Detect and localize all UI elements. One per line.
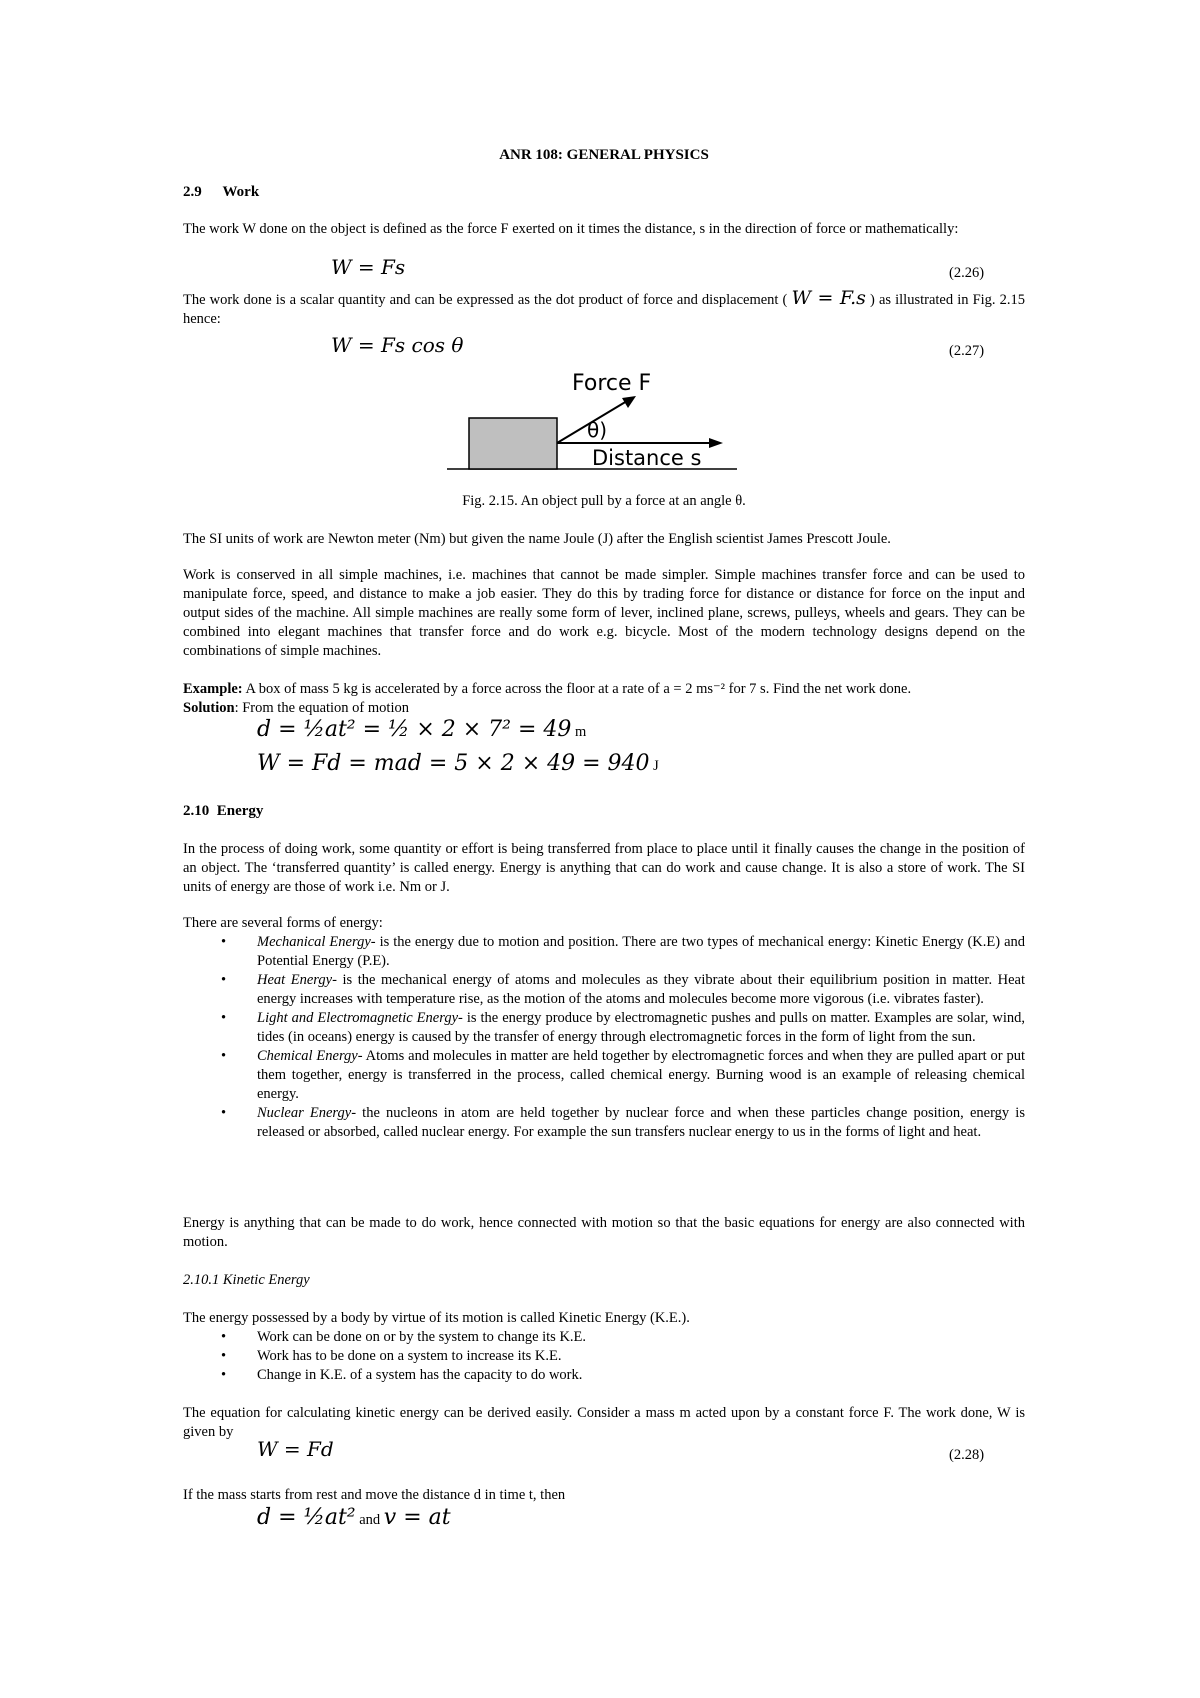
section-title: Work [222,184,260,200]
forms-intro: There are several forms of energy: [183,915,383,931]
box-block [469,418,557,469]
list-item: • Work can be done on or by the system to change its K.E. [221,1329,587,1345]
section-number: 2.9 [183,184,202,200]
rest-paragraph: If the mass starts from rest and move the distance d in time t, then [183,1487,566,1503]
dot-product-equation: W = F.s [791,287,866,309]
section-number: 2.10 [183,803,210,819]
energy-motion-paragraph: Energy is anything that can be made to do work, hence connected with motion so that the basic equations for energy are also connected with motion. [183,1215,1025,1250]
scalar-paragraph [183,289,1025,329]
list-item: • Chemical Energy- Atoms and molecules in matter are held together by electromagnetic forces and when they are pulled apart or put them together, energy is transferred in the process, called chemical energy. Burning wood is an example of releasing chemical energy. [221,1048,1025,1102]
energy-forms-list [183,933,1025,1142]
force-diagram [447,365,767,477]
list-item: • Change in K.E. of a system has the capacity to do work. [221,1367,583,1383]
equation-2-26: W = Fs [331,255,406,279]
figure-2-15 [447,365,767,477]
solution-text: : From the equation of motion [234,700,409,716]
section-heading-energy [183,802,263,821]
distance-time-equation: d = ½at² [257,1505,356,1530]
solution-label: Solution [183,700,235,716]
solution-equation-1 [257,717,587,742]
document-title: ANR 108: GENERAL PHYSICS [499,147,709,163]
figure-caption: Fig. 2.15. An object pull by a force at an angle θ. [462,493,746,509]
section-title: Energy [216,803,264,819]
distance-arrowhead [709,438,723,448]
angle-label: θ) [587,418,608,442]
velocity-equation: v = at [383,1505,451,1530]
solution-line [183,699,409,718]
scalar-text-b: ) as illustrated in Fig. 2.15 hence: [183,292,1026,327]
energy-intro: In the process of doing work, some quantity or effort is being transferred from place to place until it finally causes the change in the position of an object. The ‘transferred quantity’ is called energy. Energy is anything that can do work and cause change. It is also a store of work. The SI units of energy are those of work i.e. Nm or J. [183,841,1025,895]
example-paragraph [183,680,1025,699]
equation-2-28: W = Fd [257,1437,334,1461]
example-label: Example: [183,681,243,697]
si-units-paragraph: The SI units of work are Newton meter (Nm) but given the name Joule (J) after the English scientist James Prescott Joule. [183,531,891,547]
kinetic-points-list [183,1328,1025,1385]
simple-machines-paragraph: Work is conserved in all simple machines, i.e. machines that cannot be made simpler. Simple machines transfer force and can be used to manipulate force, speed, and distance to make a job easier. They do this by trading force for distance or distance for force on the input and output sides of the machine. All simple machines are really some form of lever, inclined plane, screws, pulleys, wheels and gears. They can be combined into elegant machines that transfer force and do work e.g. bicycle. Most of the modern technology designs depend on the combinations of simple machines. [183,567,1025,659]
equation-2-27: W = Fs cos θ [331,333,464,357]
unit-joule: J [653,758,659,774]
motion-equations [257,1505,451,1530]
list-item: • Mechanical Energy- is the energy due to motion and position. There are two types of mechanical energy: Kinetic Energy (K.E) and Potential Energy (P.E). [221,934,1026,969]
distance-label: Distance s [592,446,702,470]
work-intro: The work W done on the object is defined as the force F exerted on it times the distance, s in the direction of force or mathematically: [183,221,959,237]
subsection-heading-kinetic: 2.10.1 Kinetic Energy [183,1272,310,1288]
and-word: and [359,1512,381,1528]
equation-number: (2.26) [949,265,985,281]
scalar-text-a: The work done is a scalar quantity and can be expressed as the dot product of force and displacement ( [183,292,788,308]
list-item: • Light and Electromagnetic Energy- is the energy produce by electromagnetic pushes and pulls on matter. Examples are solar, wind, tides (in oceans) energy is caused by the transfer of energy through electromagnetic forces in the form of light from the sun. [221,1010,1025,1045]
force-label: Force F [572,371,652,396]
solution-equation-2 [257,751,659,776]
work-equation: W = Fd = mad = 5 × 2 × 49 = 940 [257,751,650,776]
derivation-paragraph: The equation for calculating kinetic energy can be derived easily. Consider a mass m acted upon by a constant force F. The work done, W is given by [183,1405,1025,1440]
unit-metre: m [575,724,587,740]
list-item: • Nuclear Energy- the nucleons in atom are held together by nuclear force and when these particles change position, energy is released or absorbed, called nuclear energy. For example the sun transfers nuclear energy to us in the forms of light and heat. [221,1105,1025,1140]
kinetic-intro: The energy possessed by a body by virtue of its motion is called Kinetic Energy (K.E.). [183,1310,690,1326]
example-text: A box of mass 5 kg is accelerated by a force across the floor at a rate of a = 2 ms⁻² for 7 s. Find the net work done. [245,681,912,697]
equation-number: (2.27) [949,343,985,359]
section-heading-work [183,183,259,202]
list-item: • Heat Energy- is the mechanical energy of atoms and molecules as they vibrate about their equilibrium position in matter. Heat energy increases with temperature rise, as the motion of the atoms and molecules become more vigorous (i.e. vibrates faster). [221,972,1025,1007]
distance-equation: d = ½at² = ½ × 2 × 7² = 49 [257,717,572,742]
list-item: • Work has to be done on a system to increase its K.E. [221,1348,562,1364]
equation-number: (2.28) [949,1447,985,1463]
